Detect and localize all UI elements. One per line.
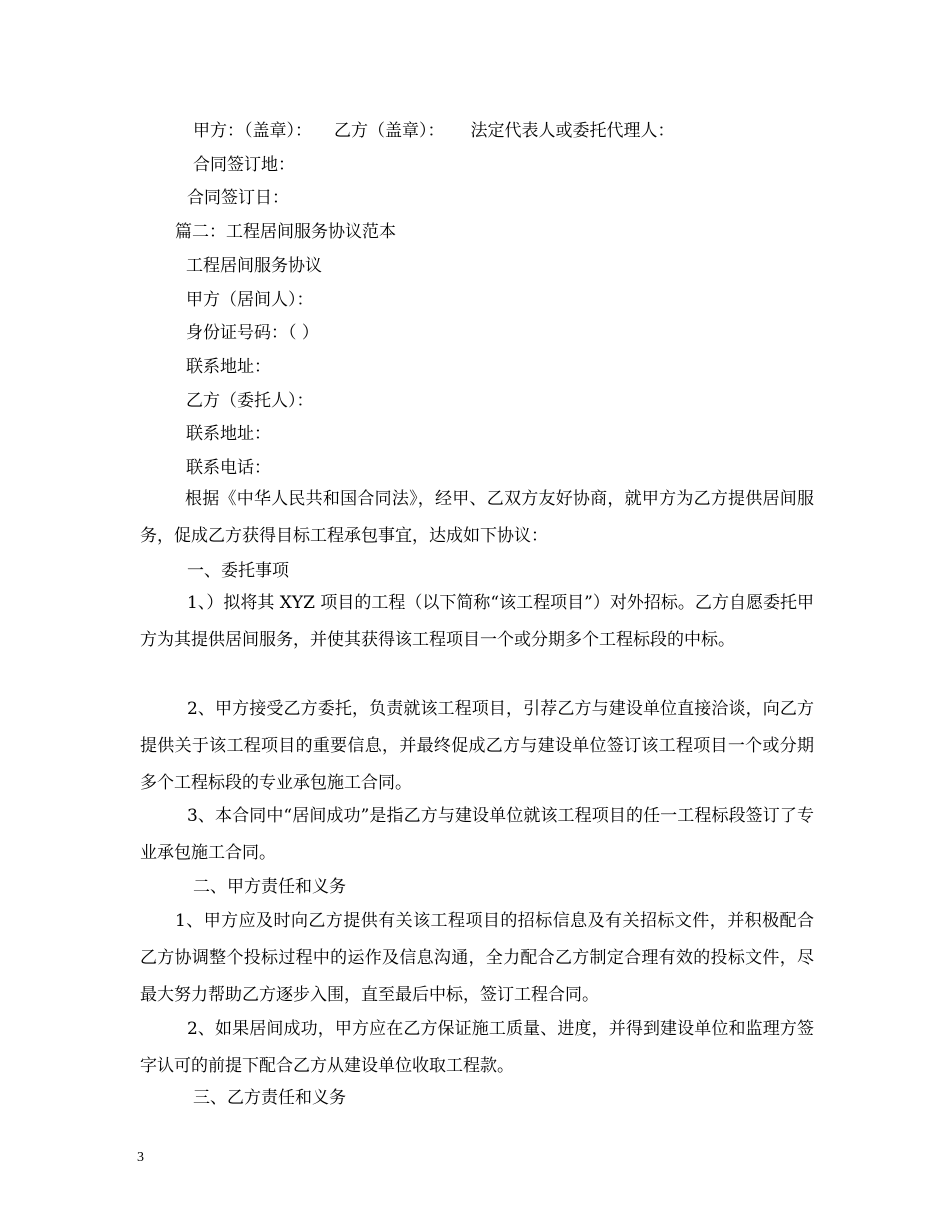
preamble-paragraph: 根据《中华人民共和国合同法》，经甲、乙双方友好协商，就甲方为乙方提供居间服务，促成乙方获得目标工程承包事宜，达成如下协议：	[140, 489, 814, 546]
contact-address-2: 联系地址：	[186, 424, 271, 444]
party-a-line: 甲方（居间人）：	[186, 290, 314, 310]
article-2-heading: 二、甲方责任和义务	[193, 877, 346, 897]
page-number: 3	[137, 1150, 144, 1165]
party-b-line: 乙方（委托人）：	[186, 391, 314, 411]
signing-place: 合同签订地：	[193, 155, 295, 175]
party-b-seal: 乙方（盖章）：	[334, 121, 445, 141]
article-2-clause-1: 1、甲方应及时向乙方提供有关该工程项目的招标信息及有关招标文件，并积极配合乙方协调整个投标过程中的运作及信息沟通，全力配合乙方制定合理有效的投标文件，尽最大努力帮助乙方逐步入围，直至最后中标，签订工程合同。	[140, 911, 814, 1005]
article-1-heading: 一、委托事项	[187, 561, 289, 581]
article-3-heading: 三、乙方责任和义务	[193, 1088, 346, 1108]
article-1-clause-2: 2、甲方接受乙方委托，负责就该工程项目，引荐乙方与建设单位直接洽谈，向乙方提供关于该工程项目的重要信息，并最终促成乙方与建设单位签订该工程项目一个或分期多个工程标段的专业承包施工合同。	[140, 699, 814, 793]
party-a-seal: 甲方：（盖章）：	[193, 121, 312, 141]
article-2-clause-2: 2、如果居间成功，甲方应在乙方保证施工质量、进度，并得到建设单位和监理方签字认可的前提下配合乙方从建设单位收取工程款。	[140, 1019, 814, 1076]
contact-address-1: 联系地址：	[186, 357, 271, 377]
article-1-clause-1: 1、）拟将其 XYZ 项目的工程（以下简称“该工程项目”）对外招标。乙方自愿委托甲方为其提供居间服务，并使其获得该工程项目一个或分期多个工程标段的中标。	[140, 593, 814, 650]
agreement-title: 工程居间服务协议	[186, 256, 322, 276]
article-1-clause-3: 3、本合同中“居间成功”是指乙方与建设单位就该工程项目的任一工程标段签订了专业承包施工合同。	[140, 806, 814, 863]
contact-phone: 联系电话：	[186, 458, 271, 478]
legal-rep-label: 法定代表人或委托代理人：	[470, 121, 675, 141]
id-number-line: 身份证号码：（ ）	[186, 323, 319, 343]
signature-line	[193, 120, 675, 142]
section-heading: 篇二：工程居间服务协议范本	[175, 222, 396, 242]
signing-date: 合同签订日：	[187, 188, 289, 208]
